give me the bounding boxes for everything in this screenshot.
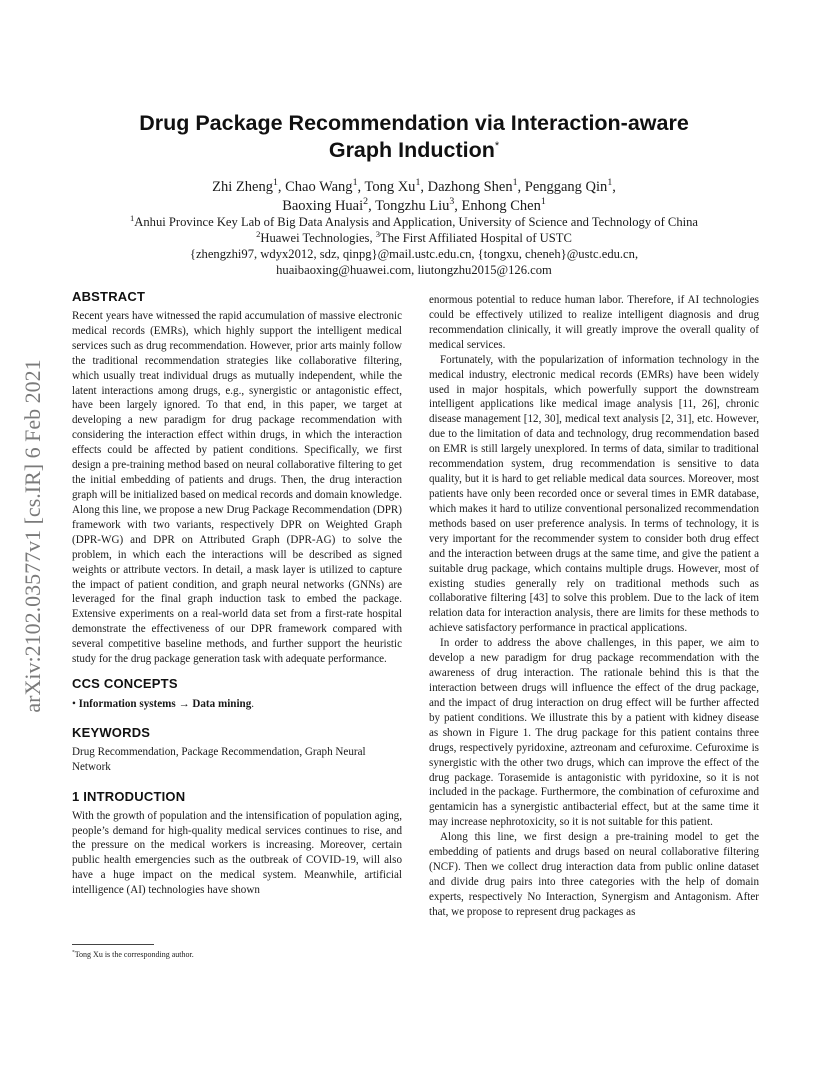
title-footnote-mark: * (494, 139, 500, 152)
authors-line-1 (0, 178, 828, 197)
author-separator: , (368, 198, 376, 214)
author-separator: , (357, 179, 365, 195)
author-affiliation-mark: 1 (272, 177, 278, 189)
author-name: Zhi Zheng (212, 179, 273, 195)
author-separator: , (612, 179, 616, 195)
author-affiliation-mark: 1 (607, 177, 613, 189)
author-separator: , (277, 179, 286, 195)
right-paragraph-0: enormous potential to reduce human labor. Therefore, if AI technologies could be effectively utilized to realize intelligent diagnosis and drug recommendation clinically, it will greatly improve the overall quality of medical services. (429, 294, 759, 351)
author-separator: , (420, 179, 428, 195)
author-affiliation-mark: 3 (449, 196, 455, 208)
author-separator: , (454, 198, 462, 214)
author-name: Enhong Chen (461, 198, 541, 214)
right-paragraph-2: In order to address the above challenges, in this paper, we aim to develop a new paradigm for drug package recommendation with the awareness of drug interaction. The rationale behind this is that the interaction between drugs will influence the effect of the drug package, and the impact of drug interaction on drug effect will be further affected by patient conditions. We illustrate this by a patient with kidney disease as shown in Figure 1. The drug package for this patient contains three drugs, respectively pyridoxine, aztreonam and cefuroxime. Cefuroxime is synergistic with the other two drugs, which can improve the effect of the drug package. Torasemide is antagonistic with pyridoxine, so it is not included in the package. Furthermore, the combination of cefuroxime and gentamicin has a synergistic antibacterial effect, but at the same time it may increase nephrotoxicity, so it is not suitable for this patient. (429, 637, 759, 829)
intro-paragraph-1: With the growth of population and the intensification of population aging, people’s demand for high-quality medical services continues to rise, and the pressure on the medical workers is increasing. Moreover, certain public health emergencies such as the outbreak of COVID-19, will also have a huge impact on the medical system. Meanwhile, artificial intelligence (AI) technologies have shown (72, 809, 402, 897)
keywords-heading: KEYWORDS (72, 724, 151, 740)
author-affiliation-mark: 2 (363, 196, 369, 208)
footnote-rule (72, 944, 154, 945)
author-name: Dazhong Shen (427, 179, 513, 195)
title-line-2: Graph Induction* (328, 138, 500, 162)
author-list (0, 178, 828, 216)
right-column (429, 293, 759, 920)
affiliation-2-3: $^2$Huawei Technologies, $^3$The First Affiliated Hospital of USTC (256, 228, 572, 245)
author-affiliation-mark: 1 (352, 177, 358, 189)
ccs-item: • Information systems → Data mining. (72, 697, 255, 710)
title-line-1: Drug Package Recommendation via Interaction-aware (139, 111, 689, 135)
affiliation-1: $^1$Anhui Province Key Lab of Big Data Analysis and Application, University of Science and Technology of China (129, 212, 699, 229)
author-name: Baoxing Huai (282, 198, 364, 214)
author-name: Tong Xu (364, 179, 416, 195)
author-affiliation-mark: 1 (540, 196, 546, 208)
right-paragraph-1: Fortunately, with the popularization of information technology in the medical industry, electronic medical records (EMRs) have been widely used in major hospitals, which powerfully support the downstream intelligent applications like medical image analysis [11, 26], chronic disease management [12, 30], medical text analysis [2, 31], etc. However, due to the limitation of data and technology, drug recommendation based on EMR is still largely unexplored. In terms of data, similar to traditional recommendation system, drug recommendation is sensitive to data quality, but it is hard to get reliable medical data sources. Moreover, most patients have only been recorded once or several times in EMR database, which makes it hard to utilize conventional personalized recommendation methods based on user preference analysis. In terms of technology, it is very important for the recommender system to consider both drug effect and the interaction between drugs at the same time, and give the patient a suitable drug package, which contains multiple drugs. However, most of existing studies generally rely on traditional methods such as collaborative filtering [43] to solve this problem. Due to the lack of item relation data for interaction analysis, there are limits for these methods to achieve satisfactory performance in practical applications. (429, 353, 759, 635)
email-line-1: {zhengzhi97, wdyx2012, sdz, qinpg}@mail.ustc.edu.cn, {tongxu, cheneh}@ustc.edu.cn, (189, 247, 639, 261)
author-affiliation-mark: 1 (415, 177, 421, 189)
author-name: Chao Wang (285, 179, 353, 195)
arxiv-stamp: arXiv:2102.03577v1 [cs.IR] 6 Feb 2021 (20, 359, 45, 713)
author-name: Penggang Qin (524, 179, 608, 195)
author-affiliation-mark: 1 (512, 177, 518, 189)
keywords-text: Drug Recommendation, Package Recommendation, Graph Neural Network (72, 745, 366, 773)
paper-title (0, 110, 828, 164)
author-separator: , (517, 179, 525, 195)
abstract-text: Recent years have witnessed the rapid accumulation of massive electronic medical records (EMRs), which highly support the intelligent medical services such as drug recommendation. However, prior arts mainly follow the traditional recommendation strategies like collaborative filtering, which usually treat individual drugs as mutually independent, while the latent interactions among drugs, e.g., synergistic or antagonistic effect, have been largely ignored. To that end, in this paper, we target at developing a new paradigm for drug package recommendation with considering the interaction effect within drugs, in which the interaction effects could be affected by patient conditions. Specifically, we first design a pre-training method based on neural collaborative filtering to get the initial embedding of patients and drugs. Then, the drug interaction graph will be initialized based on medical records and domain knowledge. Along this line, we propose a new Drug Package Recommendation (DPR) framework with two variants, respectively DPR on Weighted Graph (DPR-WG) and DPR on Attributed Graph (DPR-AG) to solve the problem, in which each the interactions will be described as signed weights or attribute vectors. In detail, a mask layer is utilized to capture the impact of patient condition, and graph neural networks (GNNs) are leveraged for the final graph induction task to embed the package. Extensive experiments on a real-world data set from a first-rate hospital demonstrate the effectiveness of our DPR framework compared with several competitive baseline methods, and further support the heuristic study for the drug package generation task with adequate performance. (72, 309, 402, 666)
author-name: Tongzhu Liu (375, 198, 450, 214)
affiliations (0, 214, 828, 278)
email-line-2: huaibaoxing@huawei.com, liutongzhu2015@126.com (276, 263, 552, 277)
ccs-heading: CCS CONCEPTS (72, 676, 178, 692)
footnote: *Tong Xu is the corresponding author. (72, 949, 194, 959)
right-paragraph-3: Along this line, we first design a pre-training model to get the embedding of patients and drugs based on neural collaborative filtering (NCF). Then we collect drug interaction data from public online dataset and divide drug pairs into three categories with the help of domain experts, respectively No Interaction, Synergism and Antagonism. After that, we propose to represent drug packages as (429, 831, 759, 918)
left-column (72, 290, 402, 898)
intro-heading: 1 INTRODUCTION (72, 788, 186, 804)
abstract-heading: ABSTRACT (72, 289, 146, 304)
